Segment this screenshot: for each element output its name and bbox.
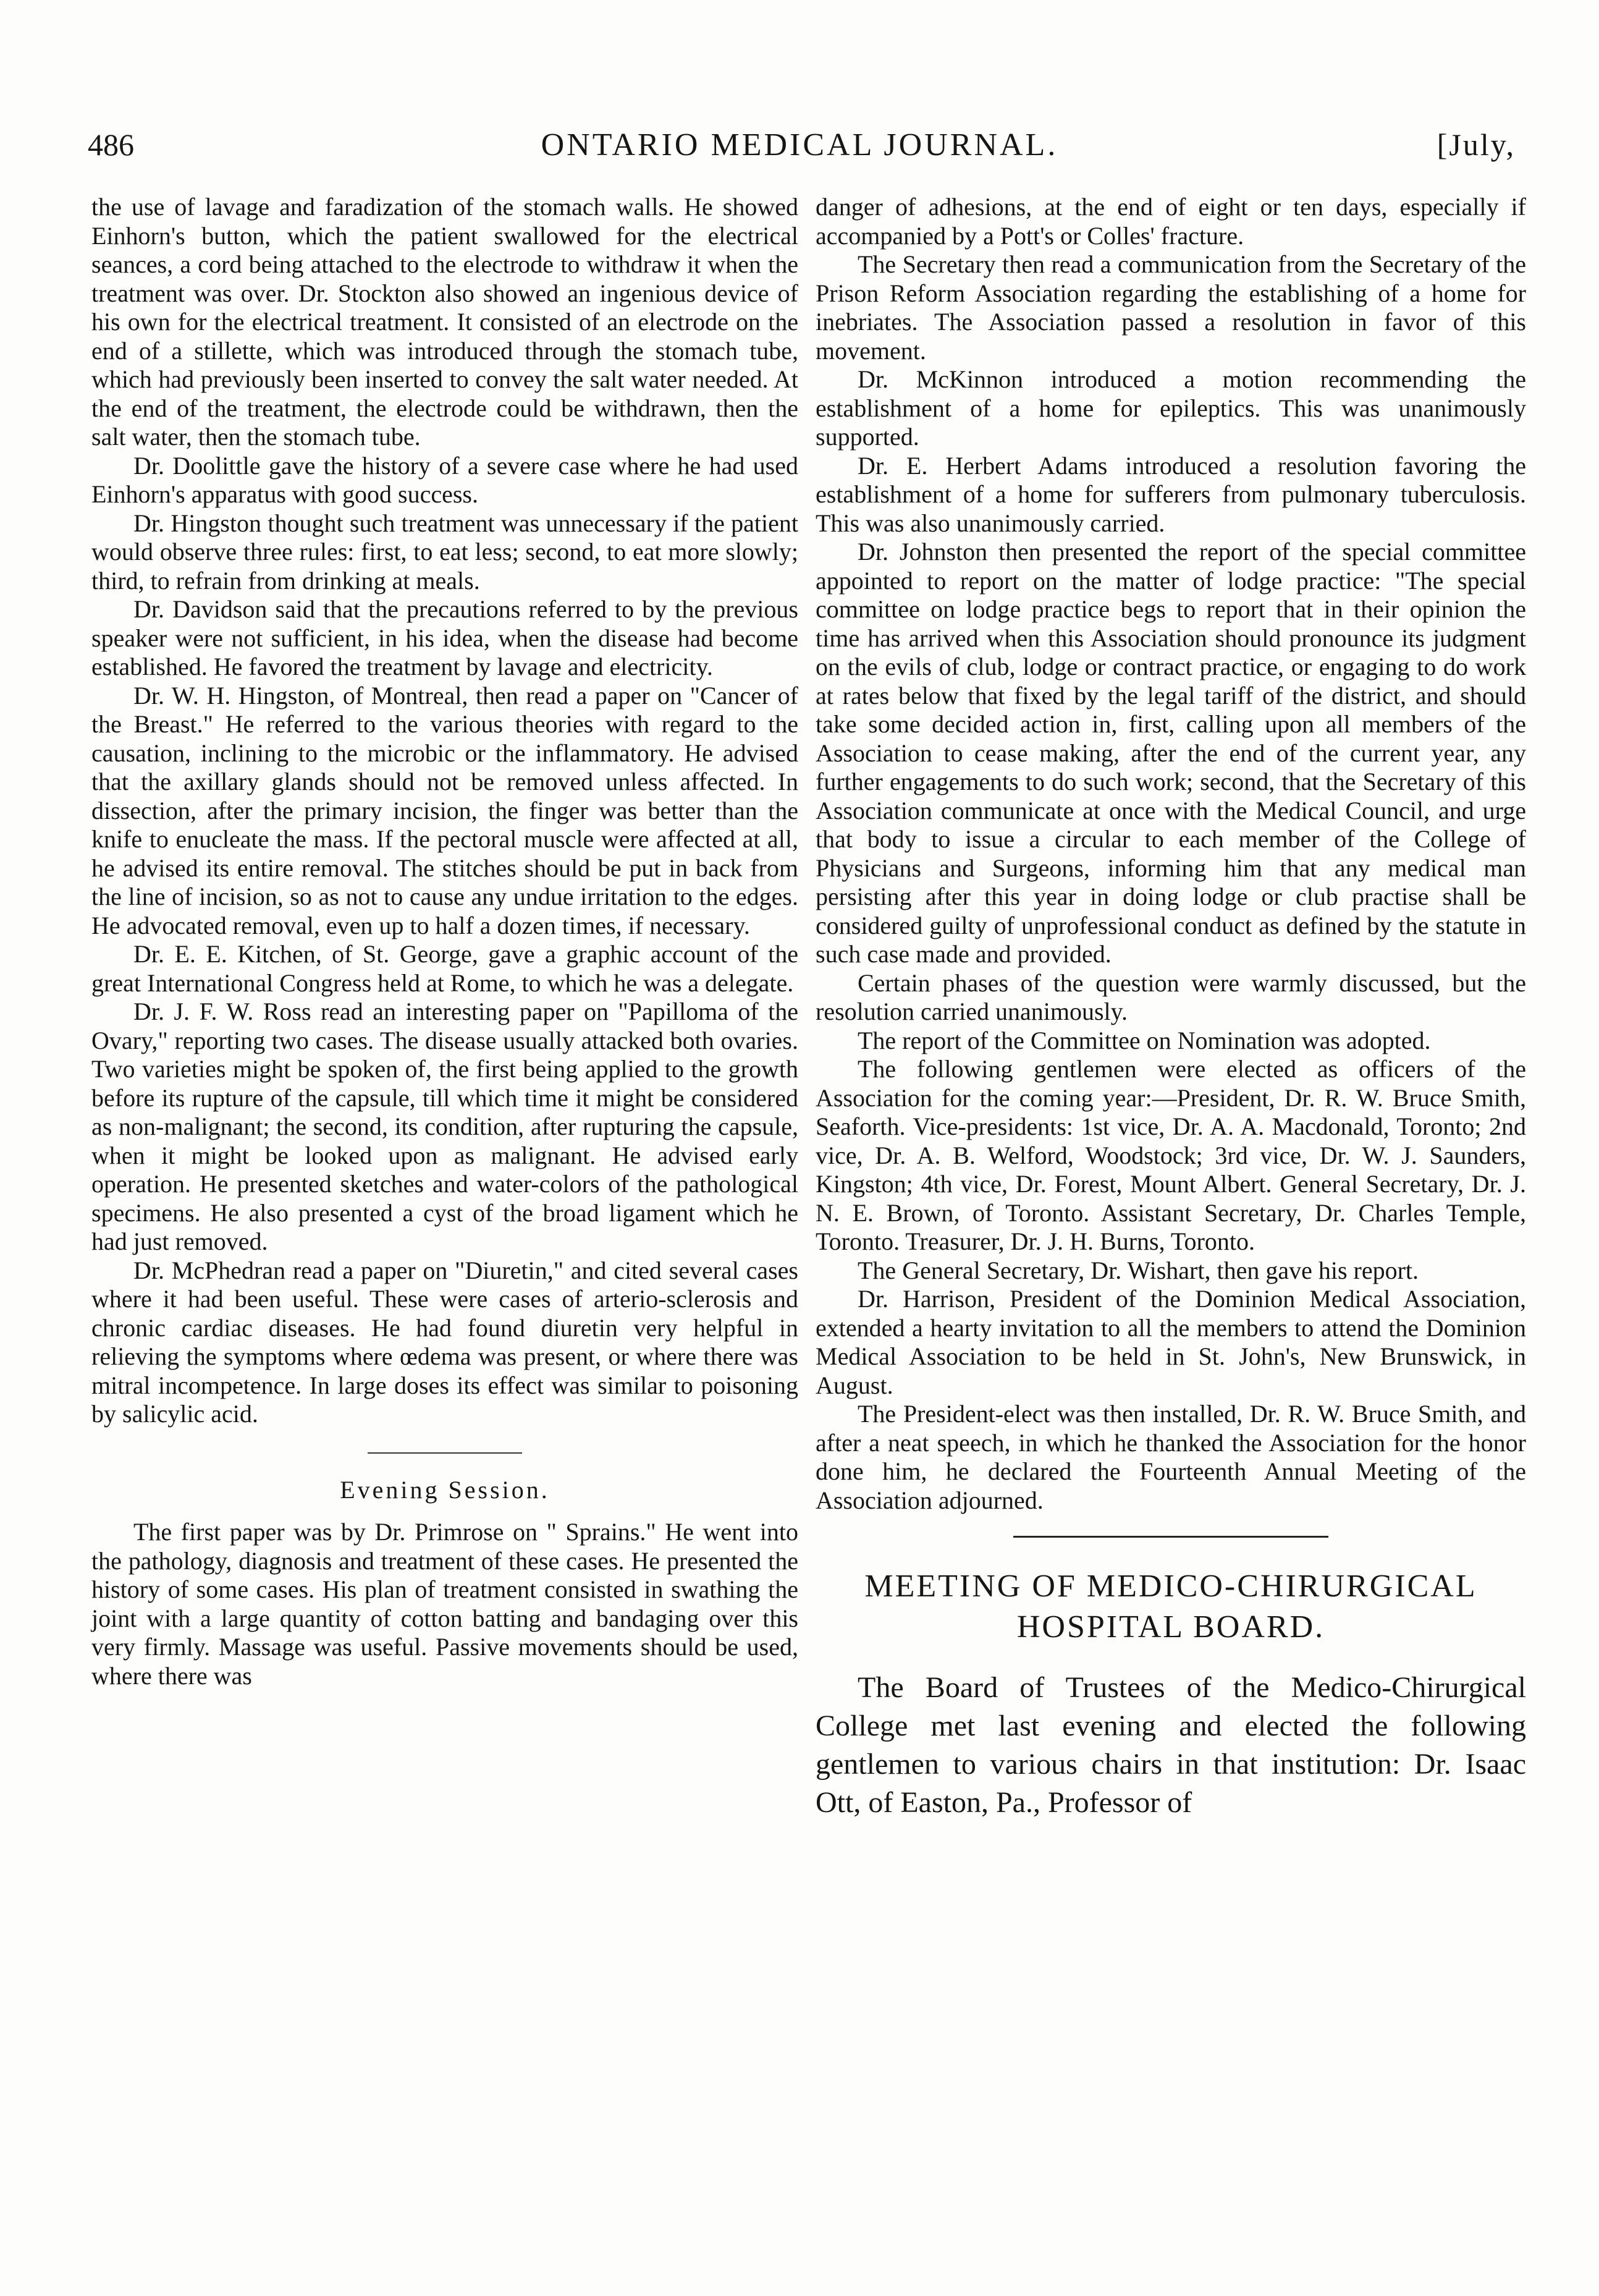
paragraph: Dr. Doolittle gave the history of a severe case where he had used Einhorn's apparatus with good success. [91,451,798,508]
left-column [91,193,798,1690]
running-header [0,127,1599,164]
page-number: 486 [88,127,134,162]
paragraph: Dr. J. F. W. Ross read an interesting paper on "Papilloma of the Ovary," reporting two cases. The disease usually attacked both ovaries. Two varieties might be spoken of, the first being applied to the growth before its rupture of the capsule, till which time it might be considered as non-malignant; the second, its condition, after rupturing the capsule, when it might be looked upon as malignant. He advised early operation. He presented sketches and water-colors of the pathological specimens. He also presented a cyst of the broad ligament which he had just removed. [91,998,798,1255]
paragraph: Dr. Harrison, President of the Dominion Medical Association, extended a hearty invitation to all the members to attend the Dominion Medical Association to be held in St. John's, New Brunswick, in August. [816,1285,1526,1399]
section-divider [368,1452,522,1454]
issue-label: [July, [1437,127,1516,162]
paragraph: The report of the Committee on Nomination was adopted. [858,1026,1431,1054]
paragraph: The first paper was by Dr. Primrose on " Sprains." He went into the pathology, diagnosis and treatment of these cases. He presented the history of some cases. His plan of treatment consisted in swathing the joint with a large quantity of cotton batting and bandaging over this very firmly. Massage was useful. Passive movements should be used, where there was [91,1518,798,1690]
right-column [816,193,1526,1822]
paragraph: Dr. Johnston then presented the report of the special committee appointed to report on the matter of lodge practice: "The special committee on lodge practice begs to report that in their opinion the time has arrived when this Association should pronounce its judgment on the evils of club, lodge or contract practice, or engaging to do work at rates below that fixed by the legal tariff of the district, and should take some decided action in, first, calling upon all members of the Association to cease making, after the end of the current year, any further engagements to do such work; second, that the Secretary of this Association communicate at once with the Medical Council, and urge that body to issue a circular to each member of the College of Physicians and Surgeons, informing him that any medical man persisting after this year in doing lodge or club practise shall be considered guilty of unprofessional conduct as defined by the statute in such case made and provided. [816,538,1526,968]
paragraph: danger of adhesions, at the end of eight or ten days, especially if accompanied by a Pott's or Colles' fracture. [816,193,1526,250]
article-title: MEETING OF MEDICO-CHIRURGICAL HOSPITAL BOARD. [864,1569,1477,1645]
paragraph: The Secretary then read a communication from the Secretary of the Prison Reform Association regarding the establishing of a home for inebriates. The Association passed a resolution in favor of this movement. [816,250,1526,365]
paragraph: Dr. Hingston thought such treatment was unnecessary if the patient would observe three rules: first, to eat less; second, to eat more slowly; third, to refrain from drinking at meals. [91,509,798,595]
paragraph: the use of lavage and faradization of the stomach walls. He showed Einhorn's button, which the patient swallowed for the electrical seances, a cord being attached to the electrode to withdraw it when the treatment was over. Dr. Stockton also showed an ingenious device of his own for the electrical treatment. It consisted of an electrode on the end of a stillette, which was introduced through the stomach tube, which had previously been inserted to convey the salt water needed. At the end of the treatment, the electrode could be withdrawn, then the salt water, then the stomach tube. [91,193,798,451]
article-divider [1013,1536,1328,1538]
paragraph: Certain phases of the question were warmly discussed, but the resolution carried unanimously. [816,968,1526,1025]
paragraph: Dr. E. E. Kitchen, of St. George, gave a graphic account of the great International Congress held at Rome, to which he was a delegate. [91,940,798,997]
journal-title: ONTARIO MEDICAL JOURNAL. [541,127,1058,163]
paragraph: The President-elect was then installed, Dr. R. W. Bruce Smith, and after a neat speech, in which he thanked the Association for the honor done him, he declared the Fourteenth Annual Meeting of the Association adjourned. [816,1400,1526,1514]
paragraph: Dr. E. Herbert Adams introduced a resolution favoring the establishment of a home for sufferers from pulmonary tuberculosis. This was also unanimously carried. [816,451,1526,537]
paragraph: The following gentlemen were elected as officers of the Association for the coming year:—President, Dr. R. W. Bruce Smith, Seaforth. Vice-presidents: 1st vice, Dr. A. A. Macdonald, Toronto; 2nd vice, Dr. A. B. Welford, Woodstock; 3rd vice, Dr. W. J. Saunders, Kingston; 4th vice, Dr. Forest, Mount Albert. General Secretary, Dr. J. N. E. Brown, of Toronto. Assistant Secretary, Dr. Charles Temple, Toronto. Treasurer, Dr. J. H. Burns, Toronto. [816,1055,1526,1255]
paragraph: Dr. Davidson said that the precautions referred to by the previous speaker were not sufficient, in his idea, when the disease had become established. He favored the treatment by lavage and electricity. [91,595,798,680]
paragraph: The General Secretary, Dr. Wishart, then gave his report. [858,1256,1419,1284]
section-heading: Evening Session. [340,1475,550,1504]
paragraph: Dr. McPhedran read a paper on "Diuretin," and cited several cases where it had been useful. These were cases of arterio-sclerosis and chronic cardiac diseases. He had found diuretin very helpful in relieving the symptoms where œdema was present, or where there was mitral incompetence. In large doses its effect was similar to poisoning by salicylic acid. [91,1256,798,1428]
paragraph: Dr. McKinnon introduced a motion recommending the establishment of a home for epileptics. This was unanimously supported. [816,365,1526,451]
paragraph: Dr. W. H. Hingston, of Montreal, then read a paper on "Cancer of the Breast." He referred to the various theories with regard to the causation, inclining to the microbic or the inflammatory. He advised that the axillary glands should not be removed unless affected. In dissection, after the primary incision, the finger was better than the knife to enucleate the mass. If the pectoral muscle were affected at all, he advised its entire removal. The stitches should be put in back from the line of incision, so as not to cause any undue irritation to the edges. He advocated removal, even up to half a dozen times, if necessary. [91,681,798,939]
article-lead-paragraph: The Board of Trustees of the Medico-Chirurgical College met last evening and elected the following gentlemen to various chairs in that institution: Dr. Isaac Ott, of Easton, Pa., Professor of [816,1671,1526,1819]
